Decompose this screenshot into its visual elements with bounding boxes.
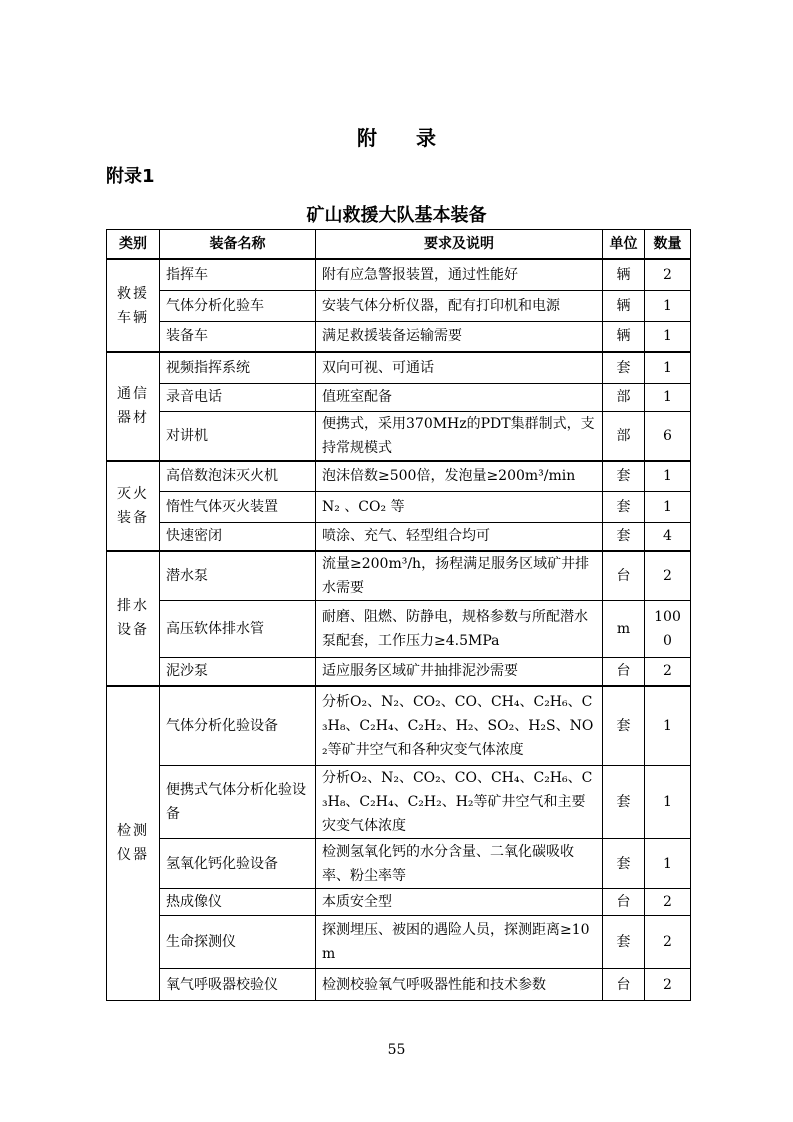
equipment-name: 录音电话 <box>160 383 316 411</box>
header-qty: 数量 <box>645 230 691 260</box>
equipment-desc: 流量≥200m³/h，扬程满足服务区域矿井排水需要 <box>316 551 603 601</box>
equipment-name: 惰性气体灭火装置 <box>160 492 316 523</box>
equipment-name: 氧气呼吸器校验仪 <box>160 969 316 1001</box>
equipment-unit: 台 <box>603 658 645 686</box>
header-name: 装备名称 <box>160 230 316 260</box>
equipment-name: 装备车 <box>160 321 316 352</box>
equipment-qty: 6 <box>645 411 691 461</box>
equipment-desc: 泡沫倍数≥500倍，发泡量≥200m³/min <box>316 461 603 492</box>
equipment-name: 便携式气体分析化验设备 <box>160 766 316 839</box>
equipment-name: 指挥车 <box>160 259 316 290</box>
equipment-qty: 1 <box>645 290 691 321</box>
category-label: 检测 <box>117 823 149 840</box>
table-row <box>107 551 691 601</box>
category-cell <box>107 686 160 1001</box>
equipment-unit: 套 <box>603 523 645 551</box>
category-label: 救援 <box>117 285 149 302</box>
category-cell <box>107 352 160 461</box>
equipment-name: 热成像仪 <box>160 889 316 916</box>
equipment-name: 气体分析化验车 <box>160 290 316 321</box>
equipment-qty: 1 <box>645 461 691 492</box>
equipment-qty: 1 <box>645 321 691 352</box>
equipment-unit: 台 <box>603 969 645 1001</box>
equipment-desc: 分析O₂、N₂、CO₂、CO、CH₄、C₂H₆、C₃H₈、C₂H₄、C₂H₂、H₂等矿井空气和主要灾变气体浓度 <box>316 766 603 839</box>
equipment-name: 快速密闭 <box>160 523 316 551</box>
equipment-qty: 1 <box>645 686 691 766</box>
equipment-qty: 1000 <box>645 601 691 658</box>
equipment-desc: 值班室配备 <box>316 383 603 411</box>
equipment-qty: 2 <box>645 969 691 1001</box>
equipment-unit: 套 <box>603 916 645 969</box>
equipment-qty: 1 <box>645 352 691 383</box>
equipment-desc: 双向可视、可通话 <box>316 352 603 383</box>
category-cell <box>107 551 160 686</box>
equipment-unit: 套 <box>603 461 645 492</box>
category-label: 车辆 <box>117 309 149 326</box>
equipment-unit: 套 <box>603 352 645 383</box>
equipment-unit: 部 <box>603 411 645 461</box>
equipment-desc: 耐磨、阻燃、防静电，规格参数与所配潜水泵配套，工作压力≥4.5MPa <box>316 601 603 658</box>
table-body <box>107 259 691 1001</box>
table-row <box>107 259 691 290</box>
equipment-unit: 套 <box>603 686 645 766</box>
equipment-name: 对讲机 <box>160 411 316 461</box>
equipment-qty: 1 <box>645 383 691 411</box>
equipment-desc: 探测埋压、被困的遇险人员，探测距离≥10m <box>316 916 603 969</box>
equipment-unit: 套 <box>603 766 645 839</box>
equipment-desc: 附有应急警报装置，通过性能好 <box>316 259 603 290</box>
equipment-name: 氢氧化钙化验设备 <box>160 839 316 889</box>
equipment-qty: 2 <box>645 259 691 290</box>
equipment-unit: 辆 <box>603 290 645 321</box>
equipment-qty: 1 <box>645 839 691 889</box>
equipment-qty: 2 <box>645 551 691 601</box>
table-row <box>107 383 691 411</box>
table-row <box>107 290 691 321</box>
appendix-label: 附录1 <box>106 166 155 187</box>
page-number: 55 <box>387 1042 406 1058</box>
equipment-name: 高压软体排水管 <box>160 601 316 658</box>
equipment-qty: 4 <box>645 523 691 551</box>
equipment-unit: 辆 <box>603 321 645 352</box>
table-header-row <box>107 230 691 260</box>
equipment-desc: 检测校验氧气呼吸器性能和技术参数 <box>316 969 603 1001</box>
table-row <box>107 492 691 523</box>
equipment-qty: 1 <box>645 766 691 839</box>
table-row <box>107 523 691 551</box>
category-label: 通信 <box>117 386 149 403</box>
category-label: 装备 <box>117 509 149 526</box>
equipment-desc: 检测氢氧化钙的水分含量、二氧化碳吸收率、粉尘率等 <box>316 839 603 889</box>
equipment-name: 生命探测仪 <box>160 916 316 969</box>
equipment-qty: 2 <box>645 889 691 916</box>
category-cell <box>107 259 160 352</box>
table-row <box>107 461 691 492</box>
document-title: 附 录 <box>357 126 452 150</box>
category-label: 仪器 <box>117 847 149 864</box>
category-label: 灭火 <box>117 485 149 502</box>
equipment-desc: 便携式，采用370MHz的PDT集群制式，支持常规模式 <box>316 411 603 461</box>
table-row <box>107 686 691 766</box>
table-row <box>107 916 691 969</box>
table-row <box>107 352 691 383</box>
equipment-desc: 本质安全型 <box>316 889 603 916</box>
equipment-desc: 满足救援装备运输需要 <box>316 321 603 352</box>
table-row <box>107 766 691 839</box>
header-unit: 单位 <box>603 230 645 260</box>
equipment-qty: 2 <box>645 916 691 969</box>
category-label: 器材 <box>117 410 149 427</box>
category-cell <box>107 461 160 551</box>
equipment-desc: 喷涂、充气、轻型组合均可 <box>316 523 603 551</box>
equipment-unit: m <box>603 601 645 658</box>
table-row <box>107 658 691 686</box>
equipment-unit: 套 <box>603 492 645 523</box>
equipment-name: 视频指挥系统 <box>160 352 316 383</box>
table-row <box>107 411 691 461</box>
equipment-name: 气体分析化验设备 <box>160 686 316 766</box>
equipment-name: 泥沙泵 <box>160 658 316 686</box>
equipment-qty: 2 <box>645 658 691 686</box>
equipment-desc: 分析O₂、N₂、CO₂、CO、CH₄、C₂H₆、C₃H₈、C₂H₄、C₂H₂、H₂、SO₂、H₂S、NO₂等矿井空气和各种灾变气体浓度 <box>316 686 603 766</box>
equipment-unit: 部 <box>603 383 645 411</box>
equipment-desc: 适应服务区域矿井抽排泥沙需要 <box>316 658 603 686</box>
category-label: 排水 <box>117 598 149 614</box>
equipment-desc: N₂ 、CO₂ 等 <box>316 492 603 523</box>
category-label: 设备 <box>117 622 149 638</box>
equipment-desc: 安装气体分析仪器，配有打印机和电源 <box>316 290 603 321</box>
equipment-name: 潜水泵 <box>160 551 316 601</box>
header-desc: 要求及说明 <box>316 230 603 260</box>
equipment-unit: 套 <box>603 839 645 889</box>
equipment-name: 高倍数泡沫灭火机 <box>160 461 316 492</box>
equipment-qty: 1 <box>645 492 691 523</box>
header-category: 类别 <box>107 230 160 260</box>
equipment-unit: 台 <box>603 551 645 601</box>
table-row <box>107 601 691 658</box>
equipment-table <box>106 229 691 1001</box>
equipment-unit: 台 <box>603 889 645 916</box>
equipment-unit: 辆 <box>603 259 645 290</box>
table-row <box>107 889 691 916</box>
table-row <box>107 321 691 352</box>
table-row <box>107 969 691 1001</box>
table-row <box>107 839 691 889</box>
table-title: 矿山救援大队基本装备 <box>306 205 487 226</box>
